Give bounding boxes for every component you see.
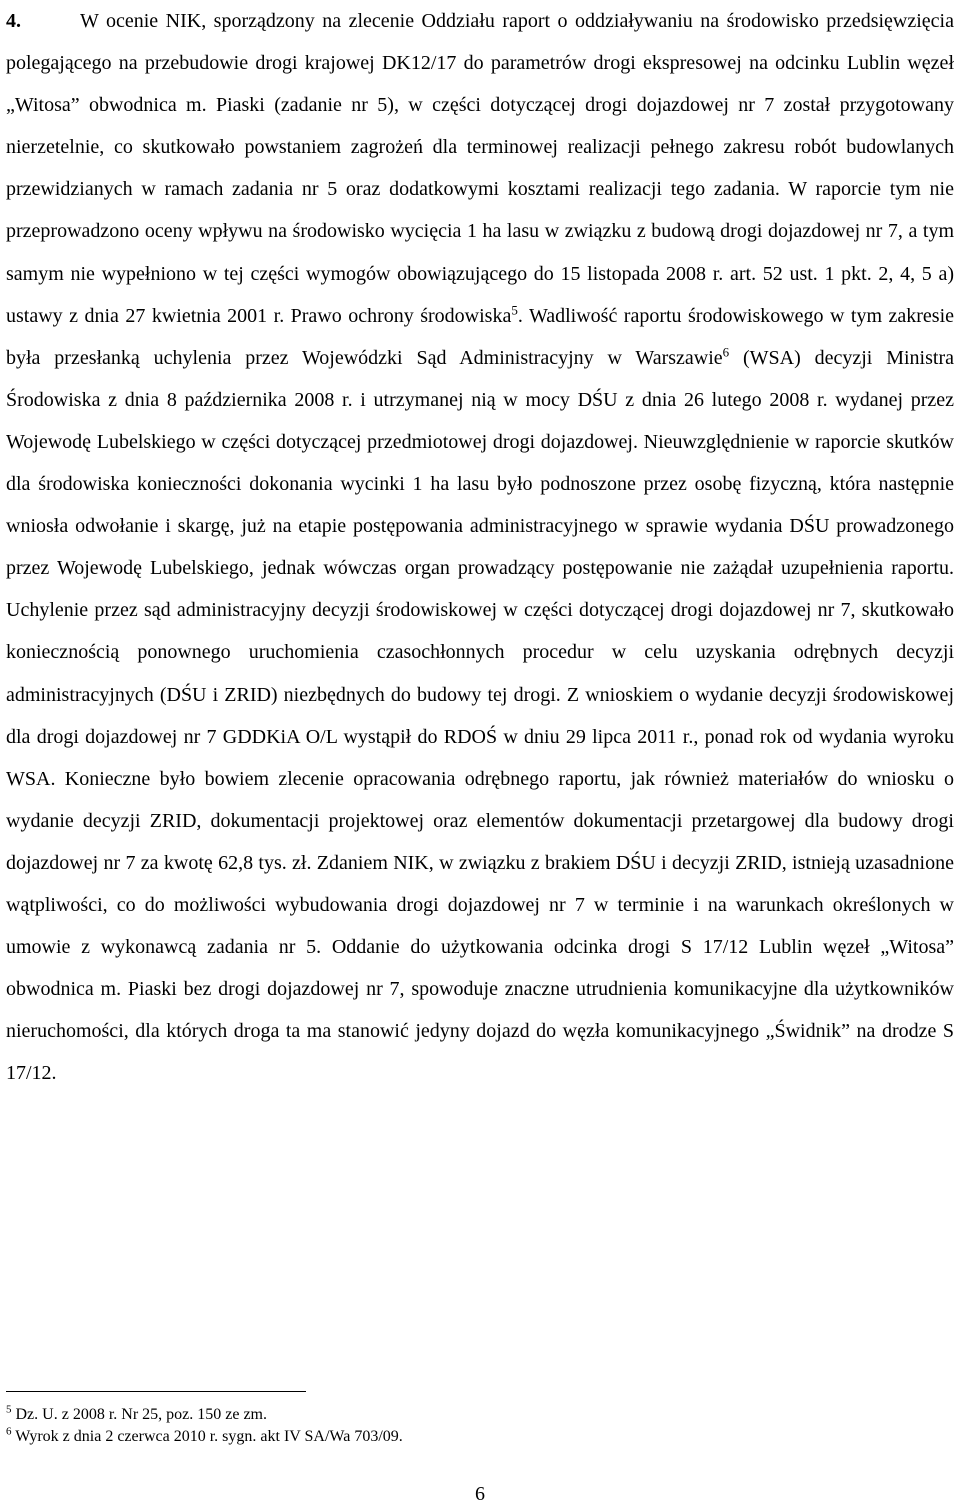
footnote-text-6: Wyrok z dnia 2 czerwca 2010 r. sygn. akt IV SA/Wa 703/09. (11, 1428, 403, 1445)
footnotes-section (6, 1404, 954, 1448)
paragraph-text-part-1: W ocenie NIK, sporządzony na zlecenie Oddziału raport o oddziaływaniu na środowisko przedsięwzięcia polegającego na przebudowie drogi krajowej DK12/17 do parametrów drogi ekspresowej na odcinku Lublin węzeł „Witosa” obwodnica m. Piaski (zadanie nr 5), w części dotyczącej drogi dojazdowej nr 7 został przygotowany nierzetelnie, co skutkowało powstaniem zagrożeń dla terminowej realizacji pełnego zakresu robót budowlanych przewidzianych w ramach zadania nr 5 oraz dodatkowymi kosztami realizacji tego zadania. W raporcie tym nie przeprowadzono oceny wpływu na środowisko wycięcia 1 ha lasu w związku z budową drogi dojazdowej nr 7, a tym samym nie wypełniono w tej części wymogów obowiązującego do 15 listopada 2008 r. art. 52 ust. 1 pkt. 2, 4, 5 a) ustawy z dnia 27 kwietnia 2001 r. Prawo ochrony środowiska (6, 10, 954, 327)
item-number: 4. (6, 10, 21, 32)
paragraph-text-part-3: (WSA) decyzji Ministra Środowiska z dnia 8 października 2008 r. i utrzymanej nią w mocy DŚU z dnia 26 lutego 2008 r. wydanej przez Wojewodę Lubelskiego w części dotyczącej przedmiotowej drogi dojazdowej. Nieuwzględnienie w raporcie skutków dla środowiska konieczności dokonania wycinki 1 ha lasu było podnoszone przez osobę fizyczną, która następnie wniosła odwołanie i skargę, już na etapie postępowania administracyjnego w sprawie wydania DŚU prowadzonego przez Wojewodę Lubelskiego, jednak wówczas organ prowadzący postępowanie nie zażądał uzupełnienia raportu. Uchylenie przez sąd administracyjny decyzji środowiskowej w części dotyczącej drogi dojazdowej nr 7, skutkowało koniecznością ponownego uruchomienia czasochłonnych procedur w celu uzyskania odrębnych decyzji administracyjnych (DŚU i ZRID) niezbędnych do budowy tej drogi. Z wnioskiem o wydanie decyzji środowiskowej dla drogi dojazdowej nr 7 GDDKiA O/L wystąpił do RDOŚ w dniu 29 lipca 2011 r., ponad rok od wydania wyroku WSA. Konieczne było bowiem zlecenie opracowania odrębnego raportu, jak również materiałów do wniosku o wydanie decyzji ZRID, dokumentacji projektowej oraz elementów dokumentacji przetargowej dla budowy drogi dojazdowej nr 7 za kwotę 62,8 tys. zł. Zdaniem NIK, w związku z brakiem DŚU i decyzji ZRID, istnieją uzasadnione wątpliwości, co do możliwości wybudowania drogi dojazdowej nr 7 w terminie i na warunkach określonych w umowie z wykonawcą zadania nr 5. Oddanie do użytkowania odcinka drogi S 17/12 Lublin węzeł „Witosa” obwodnica m. Piaski bez drogi dojazdowej nr 7, spowoduje znaczne utrudnienia komunikacyjne dla użytkowników nieruchomości, dla których droga ta ma stanowić jedyny dojazd do węzła komunikacyjnego „Świdnik” na drodze S 17/12. (6, 346, 954, 1085)
footnote-divider (6, 1391, 306, 1392)
footnote-mark-5: 5 (6, 1403, 12, 1416)
footnote-6 (6, 1426, 954, 1448)
footnote-mark-6: 6 (6, 1425, 12, 1438)
footnote-text-5: Dz. U. z 2008 r. Nr 25, poz. 150 ze zm. (11, 1406, 267, 1423)
footnote-reference-6[interactable]: 6 (722, 344, 730, 360)
page-number: 6 (475, 1483, 485, 1505)
main-paragraph (6, 0, 954, 1094)
footnote-reference-5[interactable]: 5 (511, 302, 518, 317)
footnote-5 (6, 1404, 954, 1426)
paragraph-text-part-2: . Wadliwość raportu środowiskowego w tym zakresie była przesłanką uchylenia przez Wojewódzki Sąd Administracyjny w Warszawie (6, 304, 955, 369)
